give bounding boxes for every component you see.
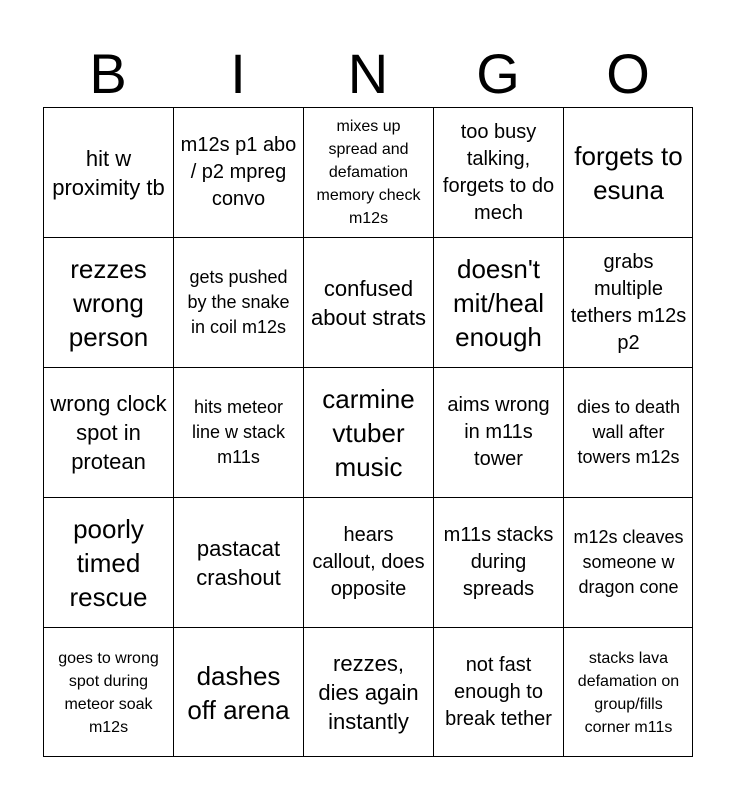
bingo-cell[interactable]: [563, 497, 693, 627]
cell-text: dies to death wall after towers m12s: [576, 397, 681, 467]
bingo-cell[interactable]: [303, 497, 433, 627]
cell-text: rezzes wrong person: [68, 253, 149, 352]
bingo-cell[interactable]: [433, 237, 563, 367]
cell-text: stacks lava defamation on group/fills corner m11s: [577, 649, 680, 736]
bingo-cell[interactable]: [563, 367, 693, 497]
cell-text: carmine vtuber music: [322, 383, 415, 482]
header-letter-g: G: [476, 42, 520, 105]
header-letter-b: B: [89, 42, 127, 105]
cell-text: doesn't mit/heal enough: [452, 253, 545, 352]
cell-text: m12s p1 abo / p2 mpreg convo: [180, 134, 297, 210]
bingo-cell[interactable]: [173, 627, 303, 757]
bingo-cell[interactable]: [173, 497, 303, 627]
bingo-cell[interactable]: [43, 237, 173, 367]
bingo-cell[interactable]: [563, 237, 693, 367]
bingo-cell[interactable]: [173, 237, 303, 367]
cell-text: aims wrong in m11s tower: [447, 394, 550, 470]
bingo-cell[interactable]: [43, 107, 173, 237]
cell-text: mixes up spread and defamation memory check m12s: [316, 118, 421, 227]
cell-text: dashes off arena: [187, 660, 290, 725]
cell-text: m11s stacks during spreads: [443, 524, 554, 600]
cell-text: m12s cleaves someone w dragon cone: [573, 527, 684, 597]
bingo-cell[interactable]: [43, 497, 173, 627]
bingo-cell[interactable]: [303, 367, 433, 497]
bingo-cell[interactable]: [43, 627, 173, 757]
cell-text: goes to wrong spot during meteor soak m12s: [58, 649, 159, 736]
bingo-cell[interactable]: [173, 367, 303, 497]
header-letter-n: N: [347, 42, 389, 105]
bingo-grid: [43, 107, 693, 757]
cell-text: pastacat crashout: [196, 535, 281, 590]
cell-text: hits meteor line w stack m11s: [191, 397, 286, 467]
bingo-cell[interactable]: [433, 497, 563, 627]
bingo-cell[interactable]: [563, 627, 693, 757]
cell-text: confused about strats: [311, 275, 426, 330]
bingo-cell[interactable]: [303, 237, 433, 367]
cell-text: grabs multiple tethers m12s p2: [570, 250, 687, 354]
cell-text: hit w proximity tb: [52, 145, 165, 200]
header-letter-o: O: [606, 42, 650, 105]
cell-text: gets pushed by the snake in coil m12s: [187, 267, 290, 337]
cell-text: rezzes, dies again instantly: [318, 651, 419, 734]
bingo-cell[interactable]: [433, 627, 563, 757]
cell-text: too busy talking, forgets to do mech: [442, 120, 555, 224]
cell-text: not fast enough to break tether: [445, 654, 552, 730]
bingo-cell[interactable]: [43, 367, 173, 497]
bingo-cell[interactable]: [303, 107, 433, 237]
header-letter-i: I: [230, 42, 246, 105]
cell-text: forgets to esuna: [574, 140, 683, 205]
bingo-cell[interactable]: [433, 367, 563, 497]
bingo-header: [43, 40, 693, 108]
bingo-cell[interactable]: [303, 627, 433, 757]
bingo-cell[interactable]: [173, 107, 303, 237]
cell-text: hears callout, does opposite: [312, 524, 425, 600]
bingo-cell[interactable]: [563, 107, 693, 237]
cell-text: poorly timed rescue: [69, 513, 148, 612]
cell-text: wrong clock spot in protean: [50, 391, 167, 474]
bingo-cell[interactable]: [433, 107, 563, 237]
